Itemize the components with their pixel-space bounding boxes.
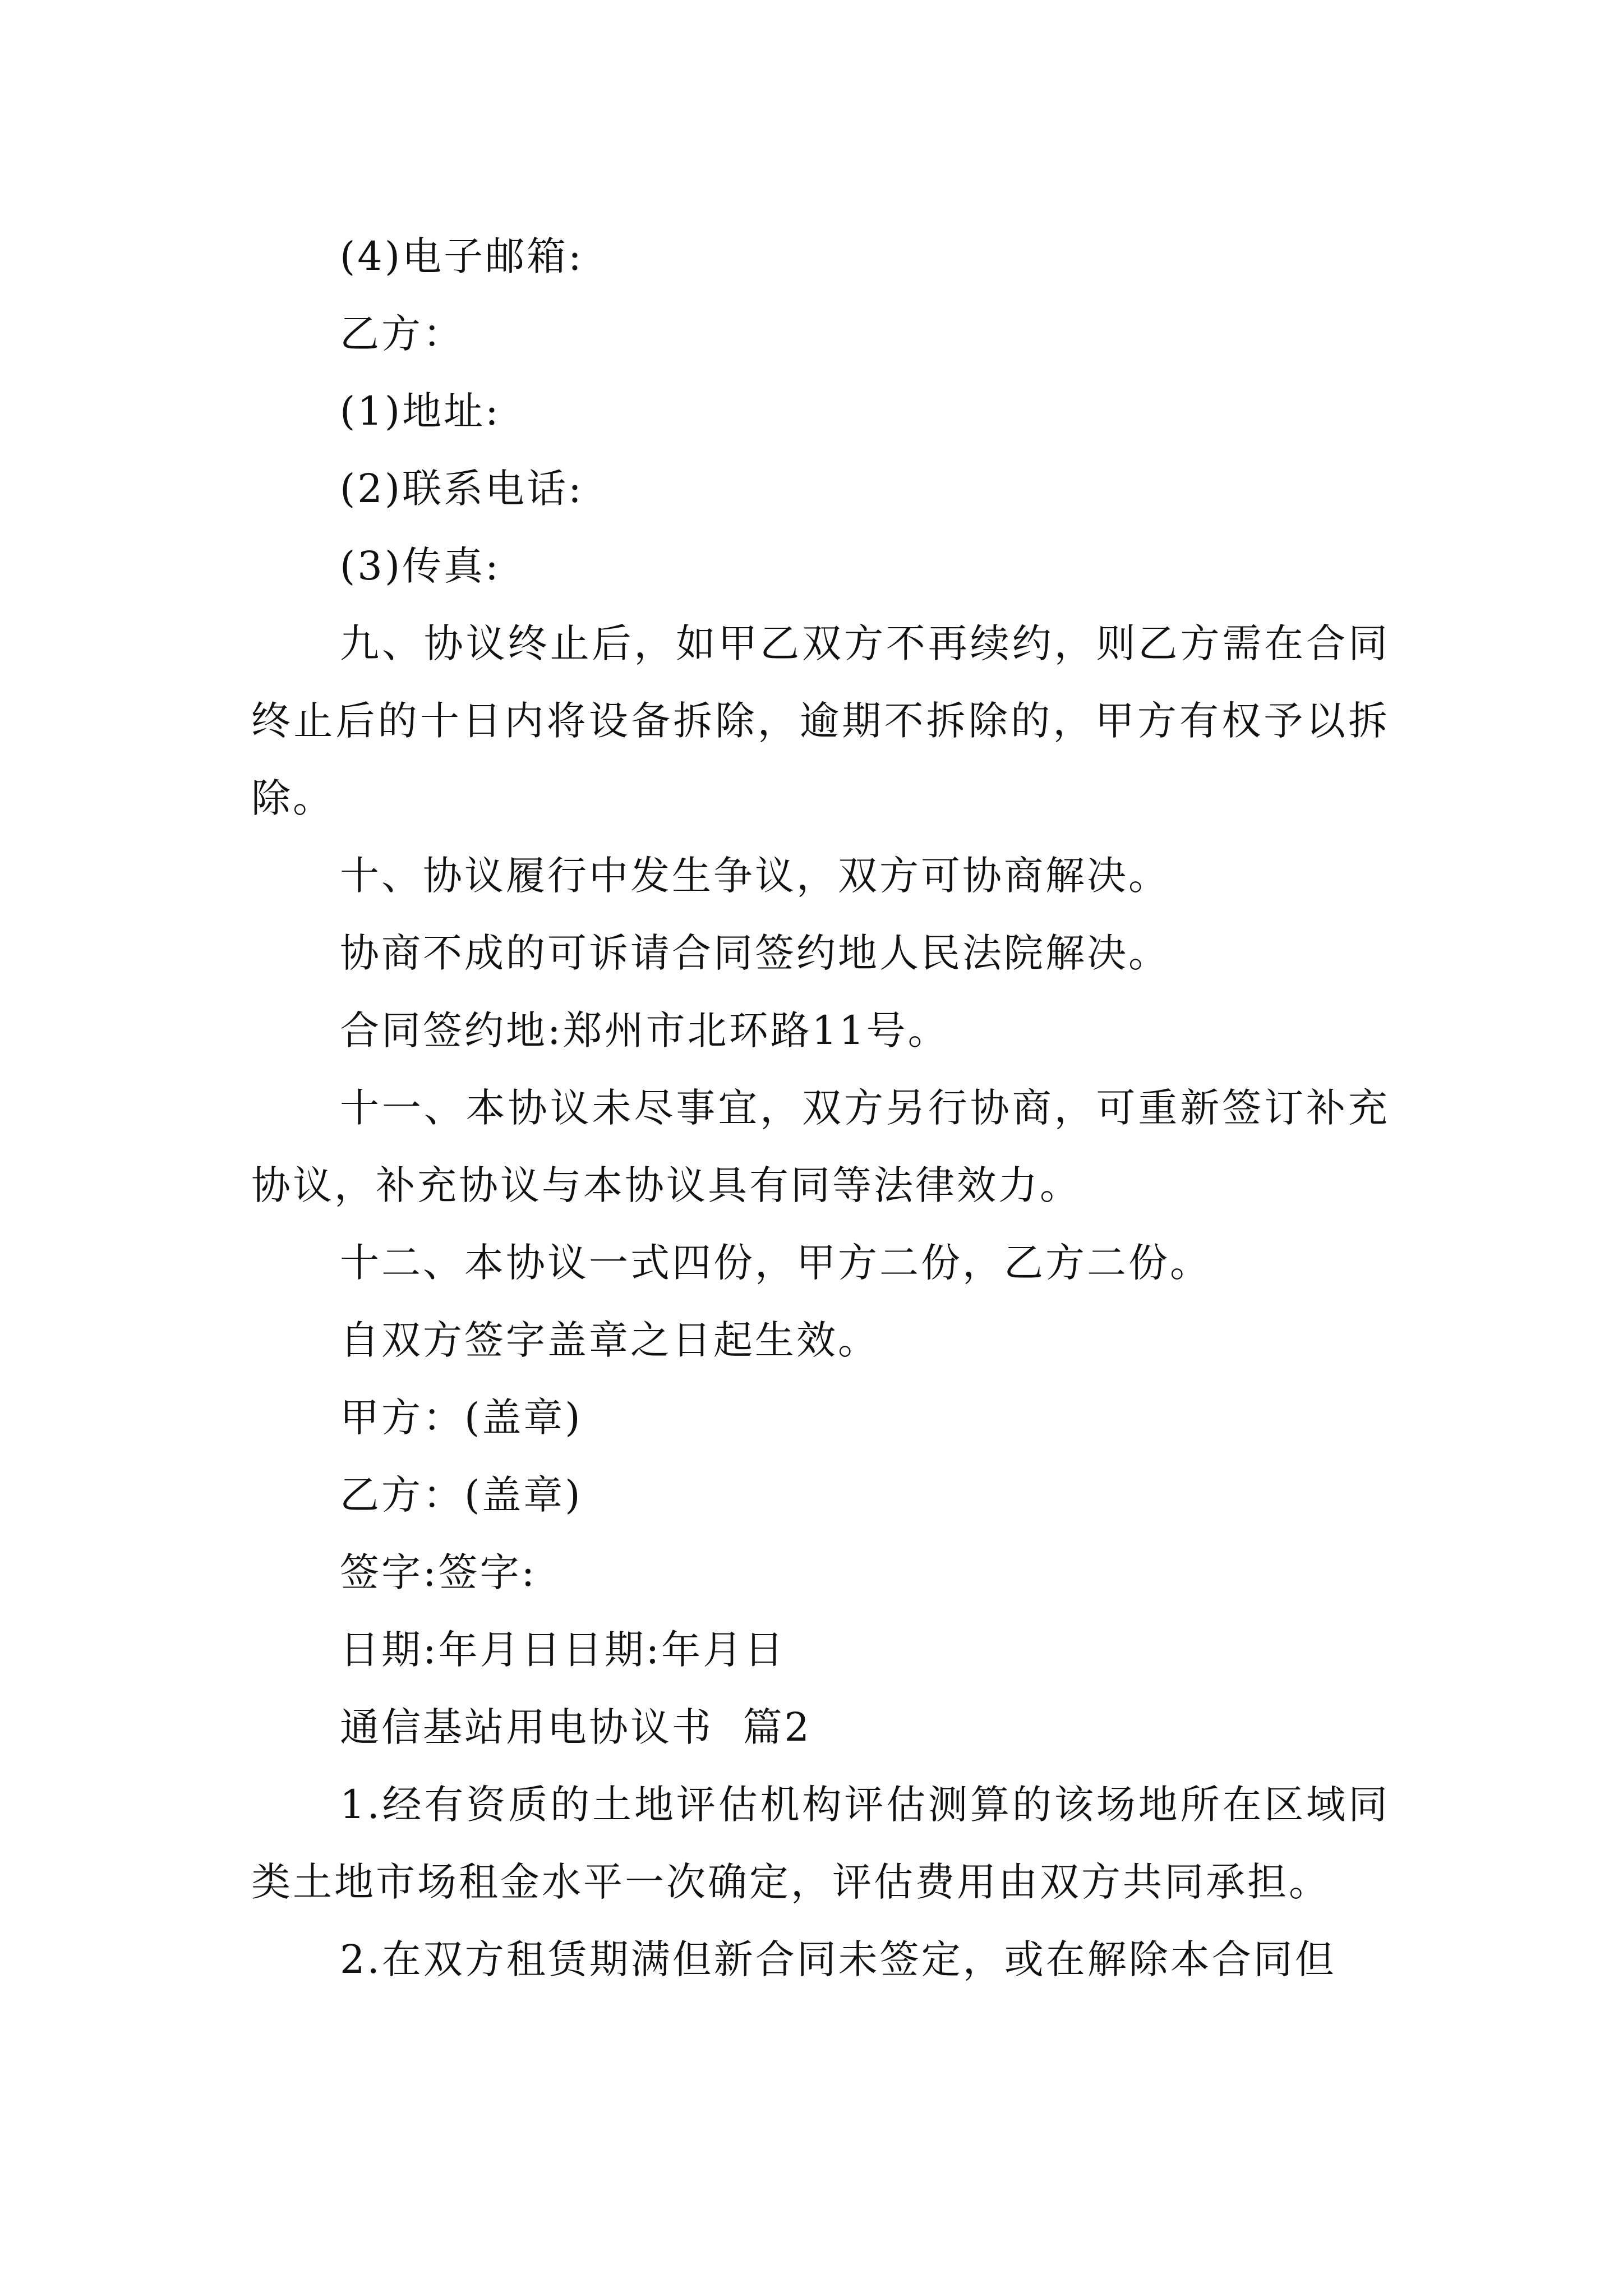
paragraph-clause-11: 十一、本协议未尽事宜，双方另行协商，可重新签订补充协议，补充协议与本协议具有同等法律效力。 <box>251 1085 1390 1208</box>
paragraph-dates: 日期:年月日日期:年月日 <box>340 1627 786 1673</box>
paragraph-fax: (3)传真: <box>340 543 501 589</box>
paragraph-party-b: 乙方： <box>340 311 464 357</box>
paragraph-item-1: 1.经有资质的土地评估机构评估测算的该场地所在区域同类土地市场租金水平一次确定，评估费用由双方共同承担。 <box>251 1782 1390 1905</box>
paragraph-clause-10: 十、协议履行中发生争议，双方可协商解决。 <box>340 853 1170 899</box>
paragraph-email: (4)电子邮箱: <box>340 233 584 279</box>
paragraph-clause-12: 十二、本协议一式四份，甲方二份，乙方二份。 <box>340 1240 1211 1286</box>
paragraph-address: (1)地址: <box>340 388 501 434</box>
paragraph-signing-place: 合同签约地:郑州市北环路11号。 <box>340 1007 949 1053</box>
paragraph-phone: (2)联系电话: <box>340 466 584 512</box>
paragraph-clause-9: 九、协议终止后，如甲乙双方不再续约，则乙方需在合同终止后的十日内将设备拆除，逾期不拆除的，甲方有权予以拆除。 <box>251 620 1390 821</box>
paragraph-item-2: 2.在双方租赁期满但新合同未签定，或在解除本合同但 <box>340 1936 1336 1982</box>
paragraph-litigation: 协商不成的可诉请合同签约地人民法院解决。 <box>340 930 1170 976</box>
document-body <box>251 218 1390 1998</box>
paragraph-party-b-seal: 乙方：(盖章) <box>340 1472 583 1518</box>
paragraph-signatures: 签字:签字: <box>340 1549 537 1595</box>
paragraph-effective: 自双方签字盖章之日起生效。 <box>340 1317 879 1363</box>
section-heading: 通信基站用电协议书 篇2 <box>340 1704 812 1750</box>
paragraph-party-a-seal: 甲方：(盖章) <box>340 1395 583 1441</box>
